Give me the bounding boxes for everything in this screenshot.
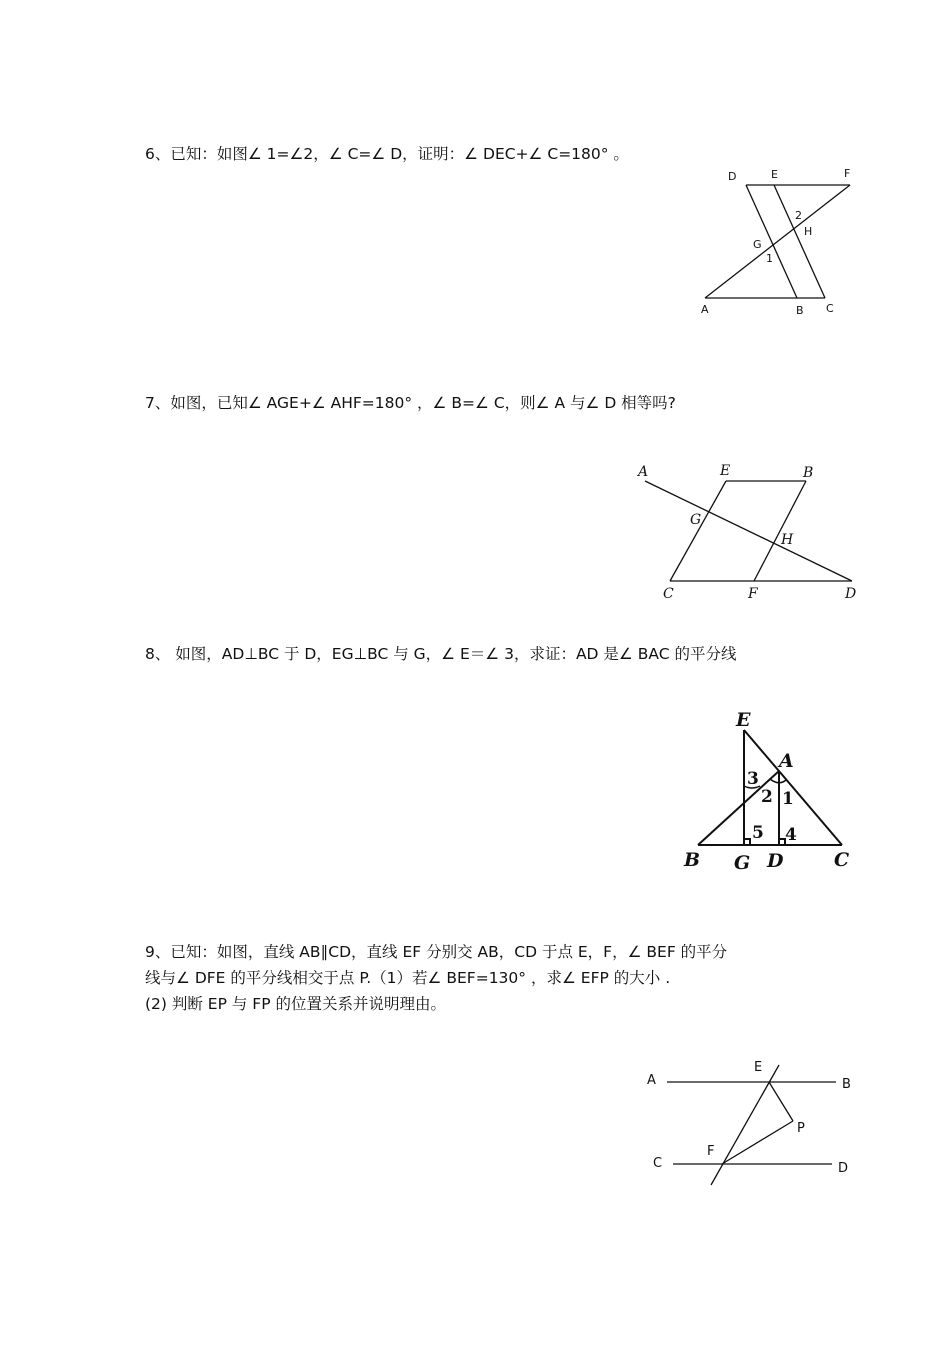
label-E: E xyxy=(771,168,778,181)
label-A: A xyxy=(701,303,709,316)
label-B: B xyxy=(803,465,814,481)
label-1: 1 xyxy=(766,252,773,265)
label-A: A xyxy=(647,1073,656,1088)
label-F: F xyxy=(707,1144,715,1159)
label-G: G xyxy=(753,238,762,251)
label-A: A xyxy=(779,750,794,772)
label-H: H xyxy=(781,532,794,548)
problem-8-line-1: 8、 如图，AD⊥BC 于 D，EG⊥BC 与 G，∠ E＝∠ 3，求证：AD 是∠ BAC 的平分线 xyxy=(145,645,737,663)
label-D: D xyxy=(767,850,784,872)
label-D: D xyxy=(838,1161,849,1176)
problem-6-line-1: 6、已知：如图∠ 1=∠2，∠ C=∠ D，证明：∠ DEC+∠ C=180° 。 xyxy=(145,145,629,163)
label-C: C xyxy=(826,302,834,315)
label-C: C xyxy=(653,1156,663,1171)
label-C: C xyxy=(663,586,674,602)
label-E: E xyxy=(720,463,731,479)
label-B: B xyxy=(684,849,701,871)
label-B: B xyxy=(796,304,804,317)
label-E: E xyxy=(736,709,751,731)
label-H: H xyxy=(804,225,813,238)
label-3: 3 xyxy=(747,769,759,789)
line-EP xyxy=(769,1082,793,1121)
line-FP xyxy=(722,1121,793,1164)
label-G: G xyxy=(690,512,702,528)
label-A: A xyxy=(638,464,649,480)
label-B: B xyxy=(842,1077,851,1092)
label-G: G xyxy=(734,852,751,874)
problem-9-line-2: 线与∠ DFE 的平分线相交于点 P.（1）若∠ BEF=130° ，求∠ EFP 的大小 . xyxy=(145,969,671,987)
label-2: 2 xyxy=(761,787,773,807)
label-F: F xyxy=(748,586,758,602)
label-E: E xyxy=(754,1060,763,1075)
label-5: 5 xyxy=(752,823,764,843)
label-F: F xyxy=(844,167,851,180)
line-EF-transversal xyxy=(711,1065,779,1185)
label-2: 2 xyxy=(795,209,802,222)
problem-9-line-1: 9、已知：如图，直线 AB∥CD，直线 EF 分别交 AB，CD 于点 E，F，∠ BEF 的平分 xyxy=(145,943,728,961)
label-1: 1 xyxy=(782,789,794,809)
problem-7-line-1: 7、如图，已知∠ AGE+∠ AHF=180° ，∠ B=∠ C，则∠ A 与∠ D 相等吗? xyxy=(145,394,676,412)
label-P: P xyxy=(797,1121,805,1136)
label-D: D xyxy=(728,170,737,183)
label-4: 4 xyxy=(785,825,797,845)
label-C: C xyxy=(834,849,850,871)
problem-9-line-3: (2) 判断 EP 与 FP 的位置关系并说明理由。 xyxy=(145,995,446,1013)
label-D: D xyxy=(845,586,857,602)
